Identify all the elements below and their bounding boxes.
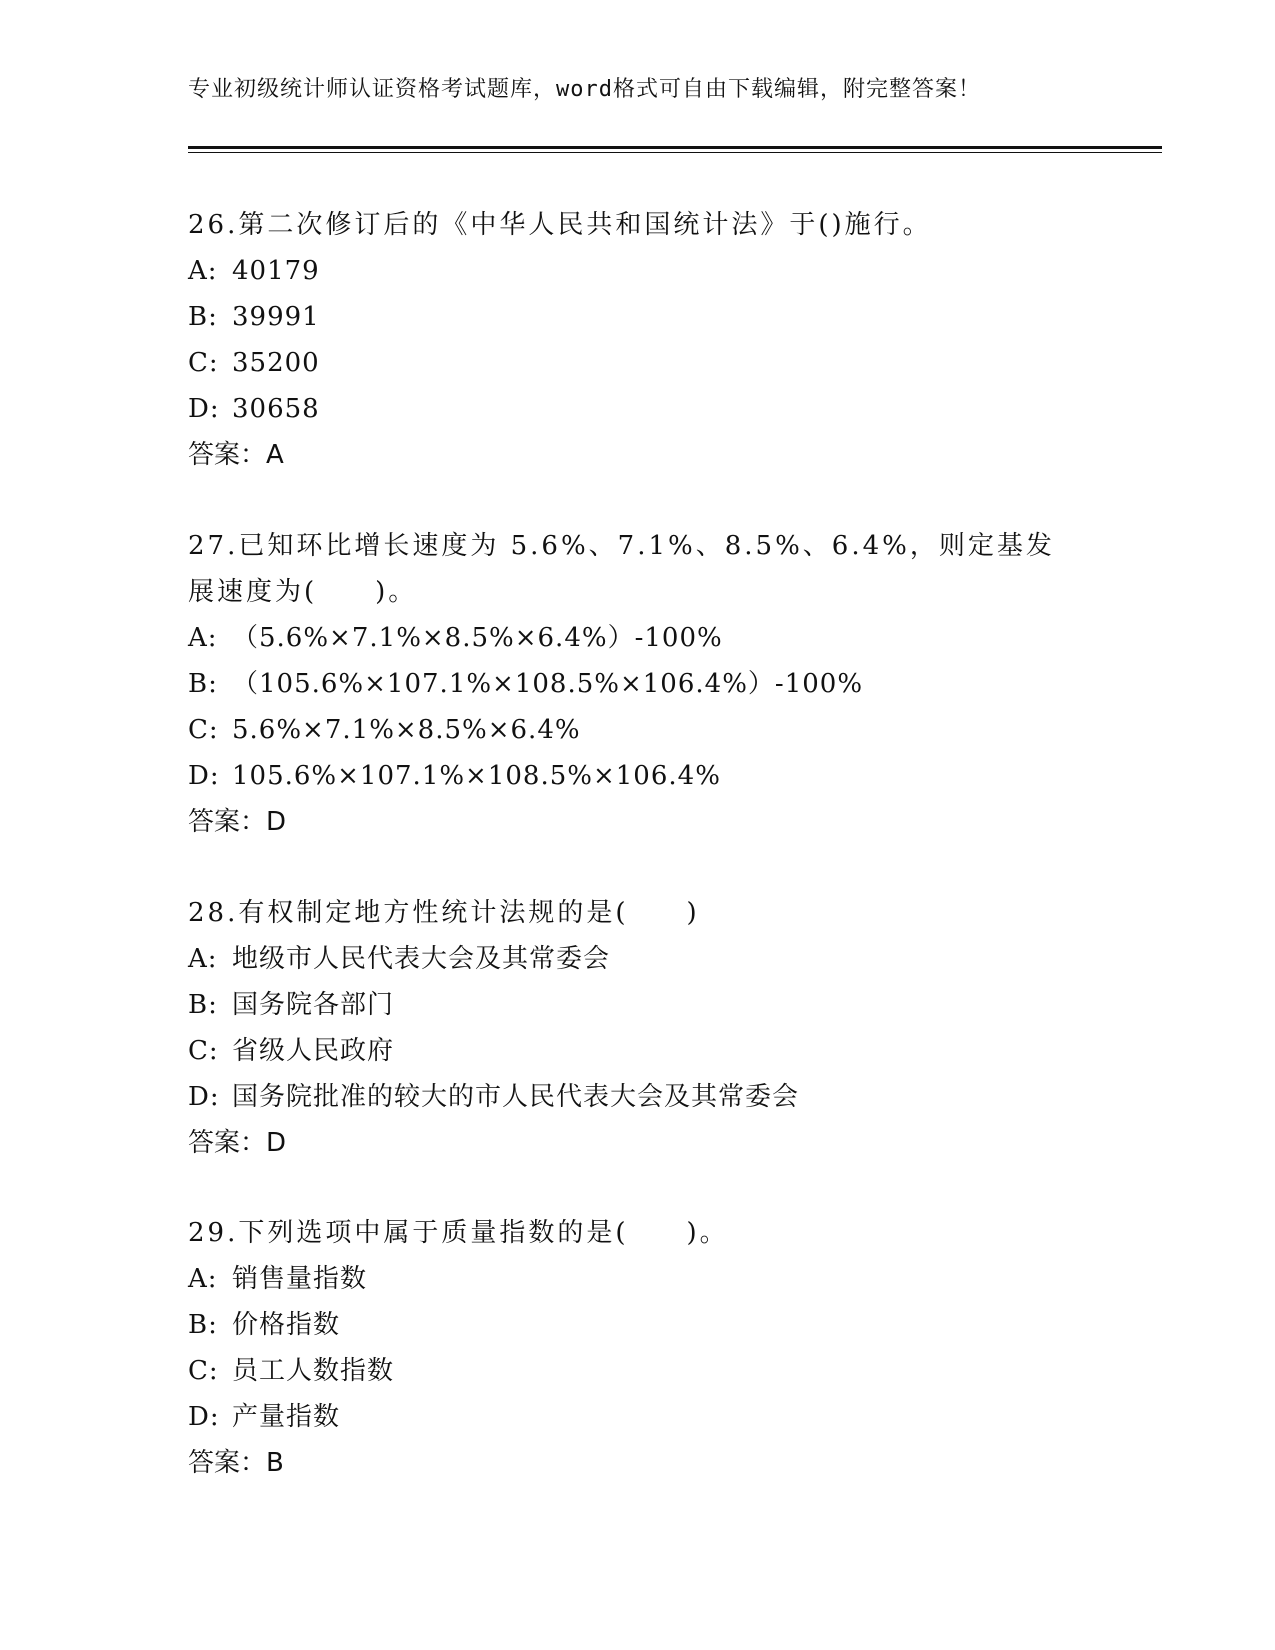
option-key: B: — [188, 302, 218, 332]
option-key: D: — [188, 394, 220, 424]
option-b — [188, 1302, 1088, 1348]
option-a — [188, 615, 1088, 661]
option-text: 员工人数指数 — [232, 1356, 395, 1386]
option-b — [188, 294, 1088, 340]
question-28 — [188, 890, 1088, 1166]
option-d — [188, 753, 1088, 799]
option-a — [188, 248, 1088, 294]
option-text: 39991 — [232, 302, 320, 332]
option-c — [188, 340, 1088, 386]
question-29 — [188, 1210, 1088, 1486]
option-key: A: — [188, 623, 218, 653]
option-key: C: — [188, 1036, 219, 1066]
header-divider-thick — [188, 146, 1162, 149]
option-key: A: — [188, 1264, 218, 1294]
option-c — [188, 707, 1088, 753]
option-text: （105.6%×107.1%×108.5%×106.4%）-100% — [232, 669, 864, 699]
option-text: 105.6%×107.1%×108.5%×106.4% — [232, 761, 721, 791]
option-text: 国务院批准的较大的市人民代表大会及其常委会 — [232, 1082, 800, 1112]
question-stem: 27.已知环比增长速度为 5.6%、7.1%、8.5%、6.4%，则定基发展速度为( )。 — [188, 531, 1055, 607]
header-divider-thin — [188, 152, 1162, 153]
option-text: 地级市人民代表大会及其常委会 — [232, 944, 611, 974]
option-text: 35200 — [232, 348, 320, 378]
option-b — [188, 661, 1088, 707]
option-b — [188, 982, 1088, 1028]
option-key: B: — [188, 669, 218, 699]
option-key: D: — [188, 1402, 220, 1432]
page-header: 专业初级统计师认证资格考试题库，word格式可自由下载编辑，附完整答案！ — [188, 77, 981, 102]
answer: 答案：B — [188, 1448, 284, 1478]
option-key: B: — [188, 1310, 218, 1340]
question-26 — [188, 202, 1088, 478]
answer: 答案：D — [188, 1128, 287, 1158]
option-a — [188, 936, 1088, 982]
option-text: 40179 — [232, 256, 320, 286]
answer: 答案：A — [188, 440, 284, 470]
option-d — [188, 1074, 1088, 1120]
option-c — [188, 1348, 1088, 1394]
question-27 — [188, 523, 1088, 845]
option-key: B: — [188, 990, 218, 1020]
option-key: C: — [188, 1356, 219, 1386]
answer: 答案：D — [188, 807, 287, 837]
option-key: A: — [188, 944, 218, 974]
option-key: D: — [188, 1082, 220, 1112]
option-a — [188, 1256, 1088, 1302]
option-text: 产量指数 — [232, 1402, 341, 1432]
option-text: 省级人民政府 — [232, 1036, 395, 1066]
option-key: A: — [188, 256, 218, 286]
option-text: 销售量指数 — [232, 1264, 368, 1294]
question-stem: 28.有权制定地方性统计法规的是( ) — [188, 898, 700, 928]
option-text: 价格指数 — [232, 1310, 341, 1340]
option-d — [188, 1394, 1088, 1440]
option-c — [188, 1028, 1088, 1074]
option-text: 30658 — [232, 394, 320, 424]
option-key: C: — [188, 715, 219, 745]
option-text: 5.6%×7.1%×8.5%×6.4% — [232, 715, 581, 745]
option-text: 国务院各部门 — [232, 990, 395, 1020]
option-text: （5.6%×7.1%×8.5%×6.4%）-100% — [232, 623, 723, 653]
option-key: D: — [188, 761, 220, 791]
option-d — [188, 386, 1088, 432]
question-stem: 29.下列选项中属于质量指数的是( )。 — [188, 1218, 729, 1248]
question-stem: 26.第二次修订后的《中华人民共和国统计法》于()施行。 — [188, 210, 932, 240]
option-key: C: — [188, 348, 219, 378]
